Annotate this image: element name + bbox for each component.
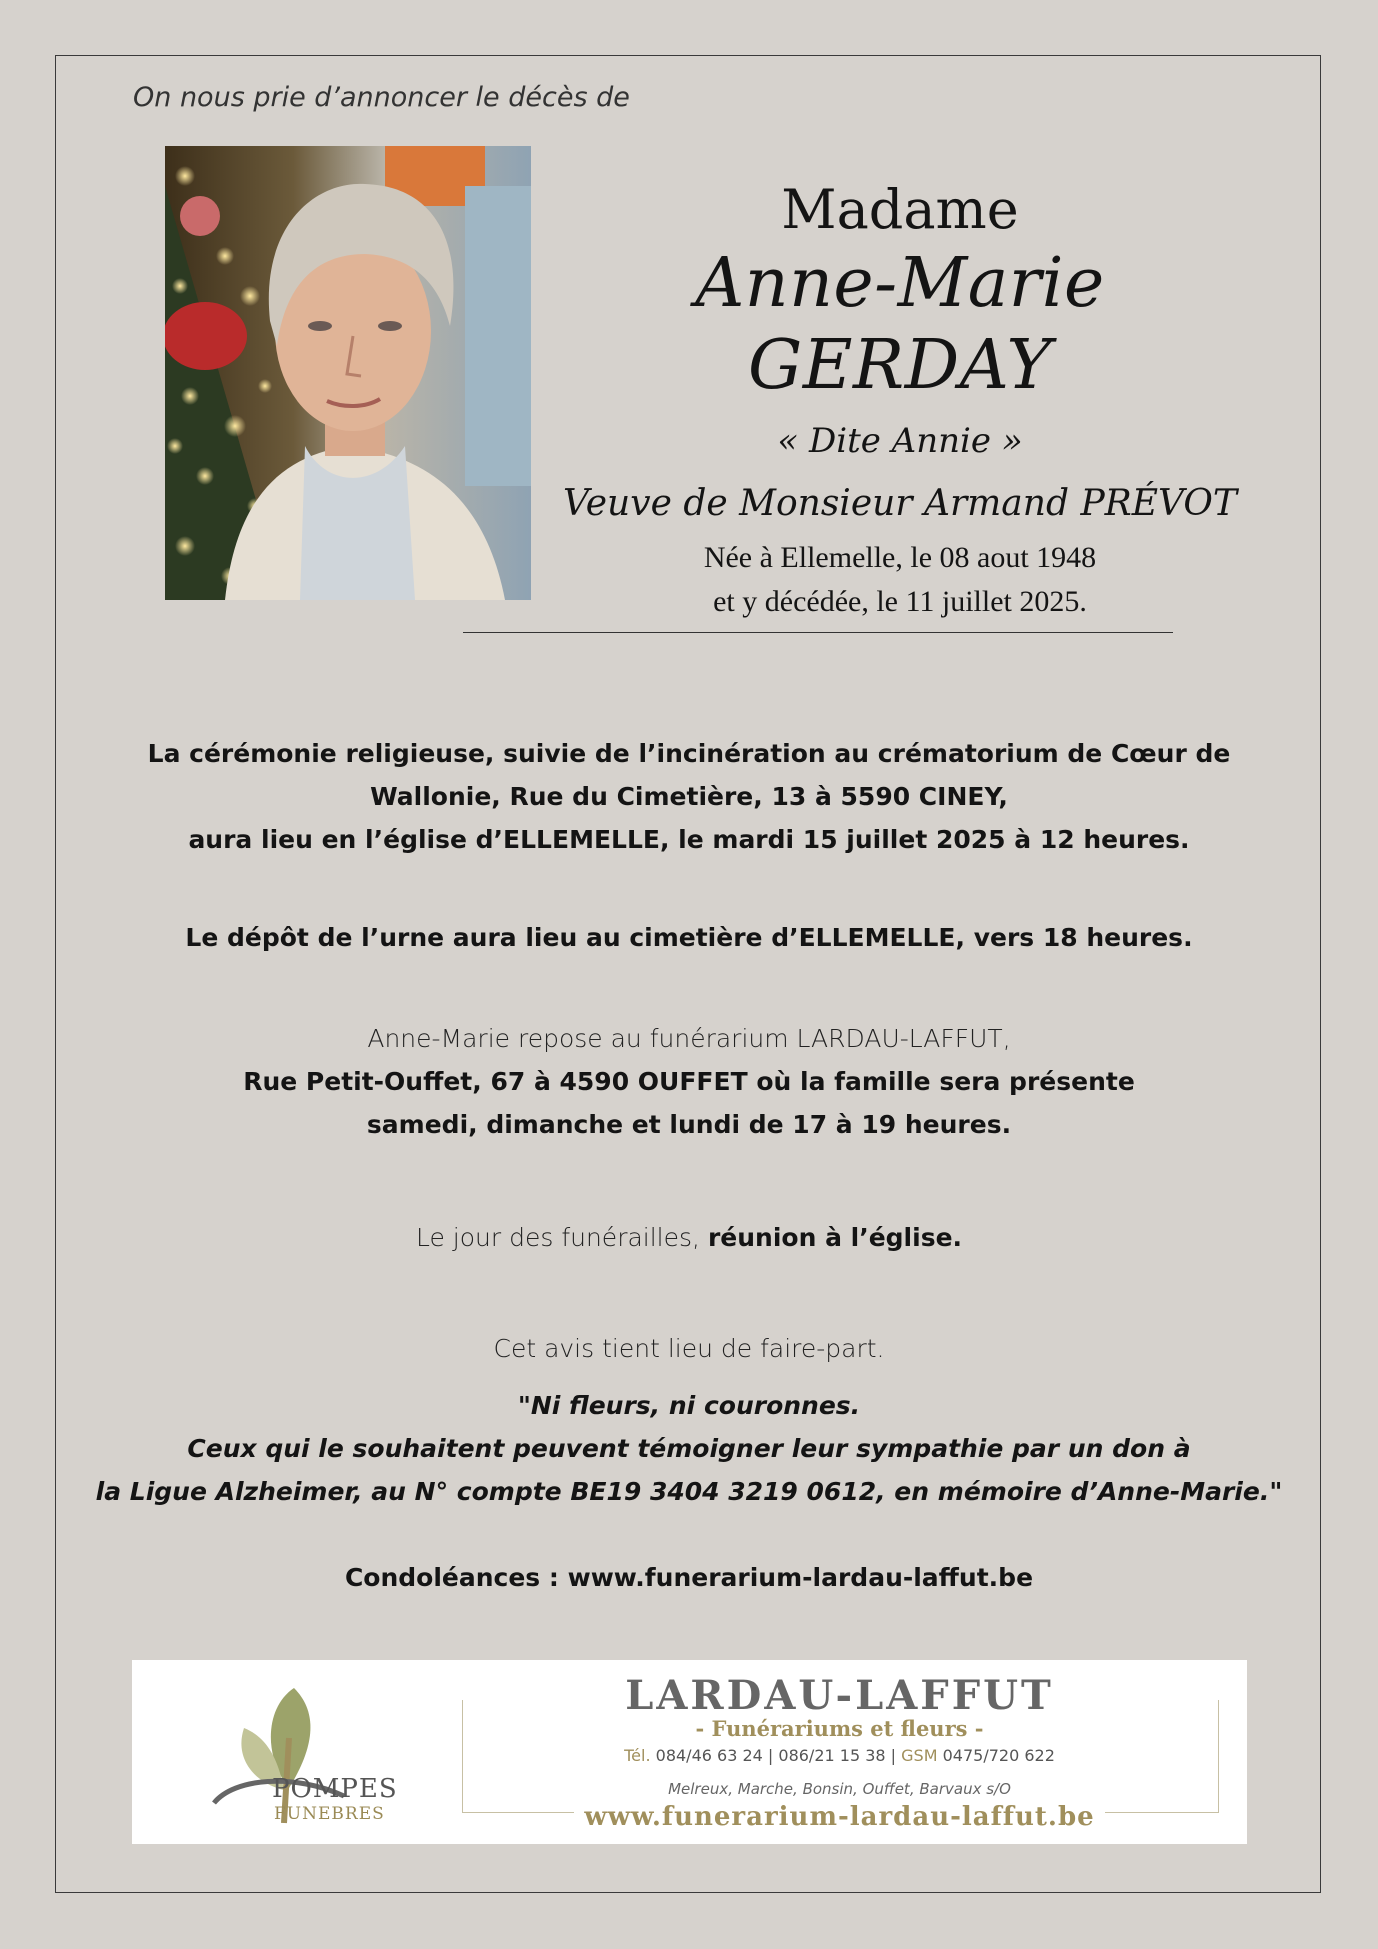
- ceremony-line-1: La cérémonie religieuse, suivie de l’incinération au crématorium de Cœur de: [147, 739, 1231, 768]
- phone-numbers: Tél. 084/46 63 24 | 086/21 15 38 | GSM 0475/720 622: [624, 1746, 1055, 1765]
- rest-paragraph: [60, 1017, 1318, 1146]
- ceremony-line-3: aura lieu en l’église d’ELLEMELLE, le mardi 15 juillet 2025 à 12 heures.: [188, 825, 1190, 854]
- flowers-line-1: "Ni fleurs, ni couronnes.: [517, 1391, 861, 1420]
- locations: Melreux, Marche, Bonsin, Ouffet, Barvaux s/O: [668, 1780, 1011, 1798]
- ceremony-line-2: Wallonie, Rue du Cimetière, 13 à 5590 CINEY,: [370, 782, 1008, 811]
- urn-paragraph: Le dépôt de l’urne aura lieu au cimetière d’ELLEMELLE, vers 18 heures.: [185, 923, 1193, 952]
- condolences-link[interactable]: Condoléances : www.funerarium-lardau-laffut.be: [344, 1563, 1034, 1592]
- logo-text-top: POMPES: [272, 1774, 398, 1804]
- meeting-emphasis: réunion à l’église.: [707, 1223, 963, 1252]
- notice-paragraph: Cet avis tient lieu de faire-part.: [493, 1334, 885, 1363]
- widow-of: Veuve de Monsieur Armand PRÉVOT: [563, 482, 1237, 524]
- portrait-photo: [165, 146, 531, 600]
- deceased-name: Anne-Marie GERDAY: [695, 244, 1105, 405]
- deceased-header: [540, 180, 1260, 624]
- honorific: Madame: [781, 178, 1019, 241]
- flowers-line-2: Ceux qui le souhaitent peuvent témoigner leur sympathie par un don à: [187, 1434, 1191, 1463]
- funeral-home-footer: [132, 1660, 1247, 1844]
- flowers-paragraph: [60, 1384, 1318, 1513]
- intro-text: On nous prie d’annoncer le décès de: [133, 82, 630, 113]
- divider: [463, 632, 1173, 633]
- brand-name: LARDAU-LAFFUT: [462, 1672, 1217, 1719]
- rest-line-1: Anne-Marie repose au funérarium LARDAU-LAFFUT,: [367, 1024, 1011, 1053]
- ceremony-paragraph: [60, 732, 1318, 861]
- meeting-paragraph: [60, 1216, 1318, 1259]
- meeting-prefix: Le jour des funérailles,: [415, 1223, 708, 1252]
- brand-tagline: - Funérariums et fleurs -: [695, 1716, 984, 1741]
- death-line: et y décédée, le 11 juillet 2025.: [713, 584, 1087, 618]
- logo-text-bottom: FUNEBRES: [274, 1804, 385, 1824]
- life-dates: [540, 536, 1260, 624]
- birth-line: Née à Ellemelle, le 08 aout 1948: [703, 540, 1097, 574]
- rest-line-3: samedi, dimanche et lundi de 17 à 19 heures.: [366, 1110, 1012, 1139]
- flowers-line-3: la Ligue Alzheimer, au N° compte BE19 3404 3219 0612, en mémoire d’Anne-Marie.": [95, 1477, 1283, 1506]
- nickname: « Dite Annie »: [777, 420, 1023, 461]
- website-link[interactable]: www.funerarium-lardau-laffut.be: [462, 1802, 1217, 1832]
- rest-line-2: Rue Petit-Ouffet, 67 à 4590 OUFFET où la famille sera présente: [243, 1067, 1135, 1096]
